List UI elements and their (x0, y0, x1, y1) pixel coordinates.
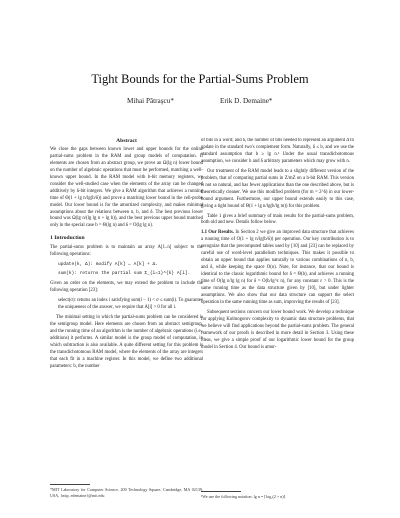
left-column (50, 138, 203, 478)
intro-paragraph-2: Given an order on the elements, we may extend the problem to include the following operation [23]: (50, 281, 203, 294)
abstract-heading: Abstract (116, 138, 137, 144)
intro-paragraph-3: The minimal setting in which the partial-sums problem can be considered is the semigroup model. Here elements are chosen from an abstract semigroup, and the running time of an algorithm is the number of algebraic operations (i.e., additions) it performs. A similar model is the group model of computation, in which subtraction is also available. A quite different setting for this problem is the transdichotomous RAM model, where the elements of the array are integers that each fit in a machine register. In this model, we define two additional parameters: b, the number (50, 314, 203, 369)
results-text: In Section 2 we give an improved data structure that achieves a running time of O(1 + lg n/lg(b/δ)) per operation. Our key contribution is to recognize that the precomputed tables used by [10] and [23] can be replaced by careful use of word-level parallelism techniques. This makes it possible to obtain an upper bound that applies naturally to various combinations of n, b, and δ, while keeping the space O(n). Note, for instance, that our bound is identical to the classic logarithmic bound for δ = Θ(b), and achieves a running time of O(lg n/lg lg n) for δ = O(b/lg^ε n), for any constant ε > 0. This is the same running time as the data structure given by [10], but under lighter assumptions. We also show that our data structure can support the select operation in the same running time as sum, improving the results of [23]. (201, 230, 354, 305)
left-footnote-rule (50, 484, 90, 485)
right-footnote: ¹We use the following notation: lg n = ⌈log₂(2 + n)⌉. (201, 494, 287, 499)
right-paragraph-2: Our treatment of the RAM model leads to a slightly different version of the problem, that of computing partial sums in Z/mZ on a b-bit RAM. This version is not so natural, and has fewer applications than the one described above, but is theoretically cleaner. We use this modified problem (for m = 2^δ) in our lower-bound argument. Furthermore, our upper bound extends easily to this case, giving a tight bound of Θ(1 + lg n/lg(b/lg m)) for this problem. (201, 168, 354, 209)
intro-heading: 1 Introduction (50, 235, 85, 242)
sum-operation: sum(k): returns the partial sum Σ_{i=1}^{k} A[i]. (58, 271, 191, 277)
author-1: Mihai Pătraşcu* (127, 97, 174, 105)
select-operation-block (58, 298, 203, 312)
intro-paragraph-1: The partial-sums problem is to maintain an array A[1..n] subject to the following operations: (50, 245, 203, 258)
right-column (201, 138, 354, 488)
author-2: Erik D. Demaine* (220, 97, 273, 105)
results-paragraph (201, 230, 354, 306)
abstract-text: We close the gaps between known lower and upper bounds for the online partial-sums problem in the RAM and group models of computation. If elements are chosen from an abstract group, we prove an Ω(lg n) lower bound on the number of algebraic operations that must be performed, matching a well-known upper bound. In the RAM model with b-bit memory registers, we consider the well-studied case when the elements of the array can be changed additively by δ-bit integers. We give a RAM algorithm that achieves a running time of Θ(1 + lg n/lg(b/δ)) and prove a matching lower bound in the cell-probe model. Our lower bound is for the amortized complexity, and makes minimal assumptions about the relations between n, b, and δ. The best previous lower bound was Ω(lg n/(lg lg n + lg b)), and the best previous upper bound matched only in the special case b = Θ(lg n) and δ = O(lg lg n). (50, 146, 203, 229)
right-paragraph-5: Subsequent sections concern our lower bound work. We develop a technique for applying Kolmogorov complexity to dynamic data structure problems, that we believe will find applications beyond the partial-sums problem. The general framework of our proofs is described in more detail in Section 3. Using these ideas, we give a simple proof of our logarithmic lower bound for the group model in Section 4. Our bound is amor- (201, 309, 354, 350)
update-operation: update(k, Δ): modify A[k] ← A[k] + Δ. (58, 262, 158, 268)
subsection-heading: 1.1 Our Results. (201, 230, 234, 236)
right-paragraph-1: of bits in a word; and δ, the number of bits needed to represent an argument Δ to update in the standard two's complement form. Naturally, δ ≤ b, and we use the standard assumption that b ≥ lg n.¹ Under the usual transdichotomous assumption, we consider b and δ arbitrary parameters which may grow with n. (201, 138, 354, 164)
left-footnote: *MIT Laboratory for Computer Science, 200 Technology Square, Cambridge, MA 02139, USA, {mip, edemaine}@mit.edu (50, 487, 203, 498)
paper-title: Tight Bounds for the Partial-Sums Problem (91, 72, 309, 86)
right-footnote-rule (201, 491, 241, 492)
operations-list (58, 262, 203, 278)
right-paragraph-3: Table 1 gives a brief summary of main results for the partial-sums problem, both old and new. Details follow below. (201, 213, 354, 226)
select-operation: select(σ): returns an index i satisfying sum(i − 1) < σ ≤ sum(i). To guarantee the uniqueness of the answer, we require that A[i] > 0 for all i. (58, 298, 203, 311)
